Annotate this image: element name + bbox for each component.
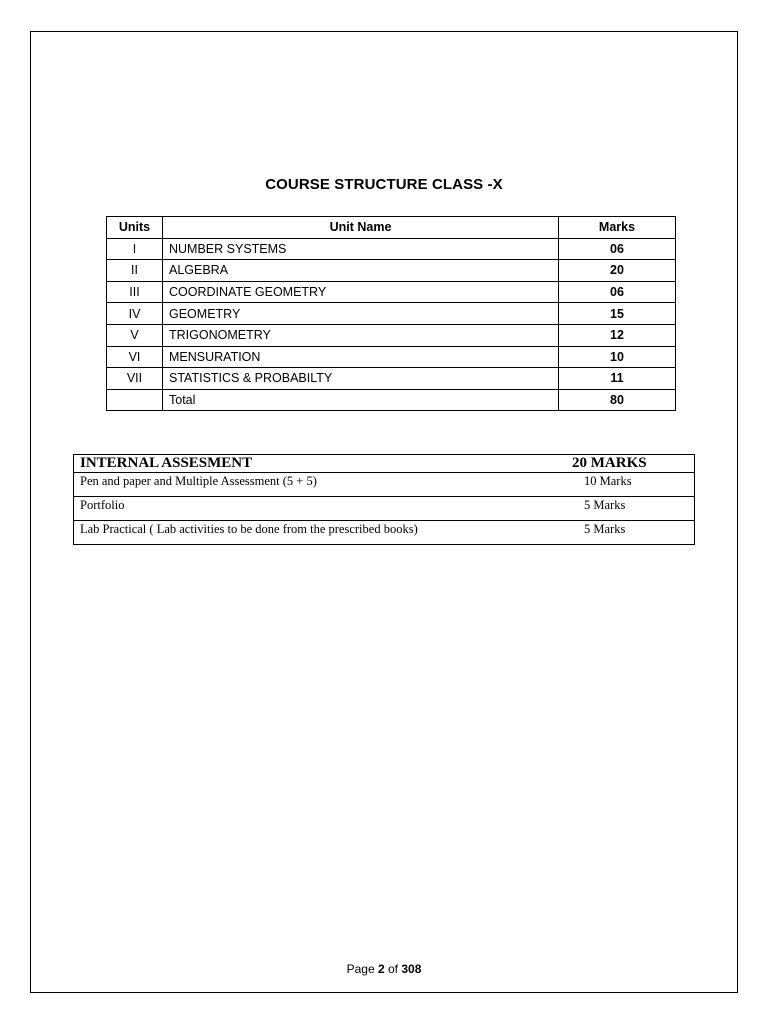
table-row (107, 303, 676, 325)
table-row (107, 238, 676, 260)
assessment-label: Portfolio (74, 497, 567, 521)
total-marks: 80 (559, 389, 676, 411)
assessment-marks: 5 Marks (566, 497, 695, 521)
unit-marks: 12 (559, 324, 676, 346)
assessment-label: Pen and paper and Multiple Assessment (5 + 5) (74, 473, 567, 497)
table-row (107, 281, 676, 303)
unit-number: VI (107, 346, 163, 368)
page-number: 2 (377, 962, 385, 976)
unit-name: ALGEBRA (163, 260, 559, 282)
unit-number: I (107, 238, 163, 260)
assessment-marks: 5 Marks (566, 521, 695, 545)
unit-name: TRIGONOMETRY (163, 324, 559, 346)
unit-name: MENSURATION (163, 346, 559, 368)
unit-marks: 11 (559, 368, 676, 390)
header-marks: Marks (559, 217, 676, 239)
internal-assessment-table (73, 454, 695, 545)
assessment-marks: 10 Marks (566, 473, 695, 497)
unit-name: GEOMETRY (163, 303, 559, 325)
header-unit-name: Unit Name (163, 217, 559, 239)
internal-assessment-total-marks: 20 MARKS (566, 455, 695, 473)
table-row (107, 260, 676, 282)
page-of: of (388, 962, 399, 976)
total-unit-empty (107, 389, 163, 411)
table-header-row (107, 217, 676, 239)
table-row (74, 497, 695, 521)
unit-marks: 06 (559, 281, 676, 303)
unit-name: COORDINATE GEOMETRY (163, 281, 559, 303)
total-label: Total (163, 389, 559, 411)
unit-number: V (107, 324, 163, 346)
table-row (107, 346, 676, 368)
table-row (74, 521, 695, 545)
unit-number: II (107, 260, 163, 282)
page-total: 308 (401, 962, 422, 976)
unit-number: IV (107, 303, 163, 325)
internal-assessment-header (74, 455, 695, 473)
table-row (74, 473, 695, 497)
total-row (107, 389, 676, 411)
page-prefix: Page (346, 962, 375, 976)
unit-number: VII (107, 368, 163, 390)
unit-marks: 15 (559, 303, 676, 325)
page-footer (0, 962, 768, 976)
assessment-label: Lab Practical ( Lab activities to be done from the prescribed books) (74, 521, 567, 545)
unit-number: III (107, 281, 163, 303)
header-units: Units (107, 217, 163, 239)
table-row (107, 324, 676, 346)
page-title: COURSE STRUCTURE CLASS -X (265, 176, 503, 193)
course-structure-table (106, 216, 676, 411)
unit-name: STATISTICS & PROBABILTY (163, 368, 559, 390)
unit-marks: 06 (559, 238, 676, 260)
unit-name: NUMBER SYSTEMS (163, 238, 559, 260)
table-row (107, 368, 676, 390)
unit-marks: 20 (559, 260, 676, 282)
unit-marks: 10 (559, 346, 676, 368)
internal-assessment-heading: INTERNAL ASSESMENT (74, 455, 567, 473)
